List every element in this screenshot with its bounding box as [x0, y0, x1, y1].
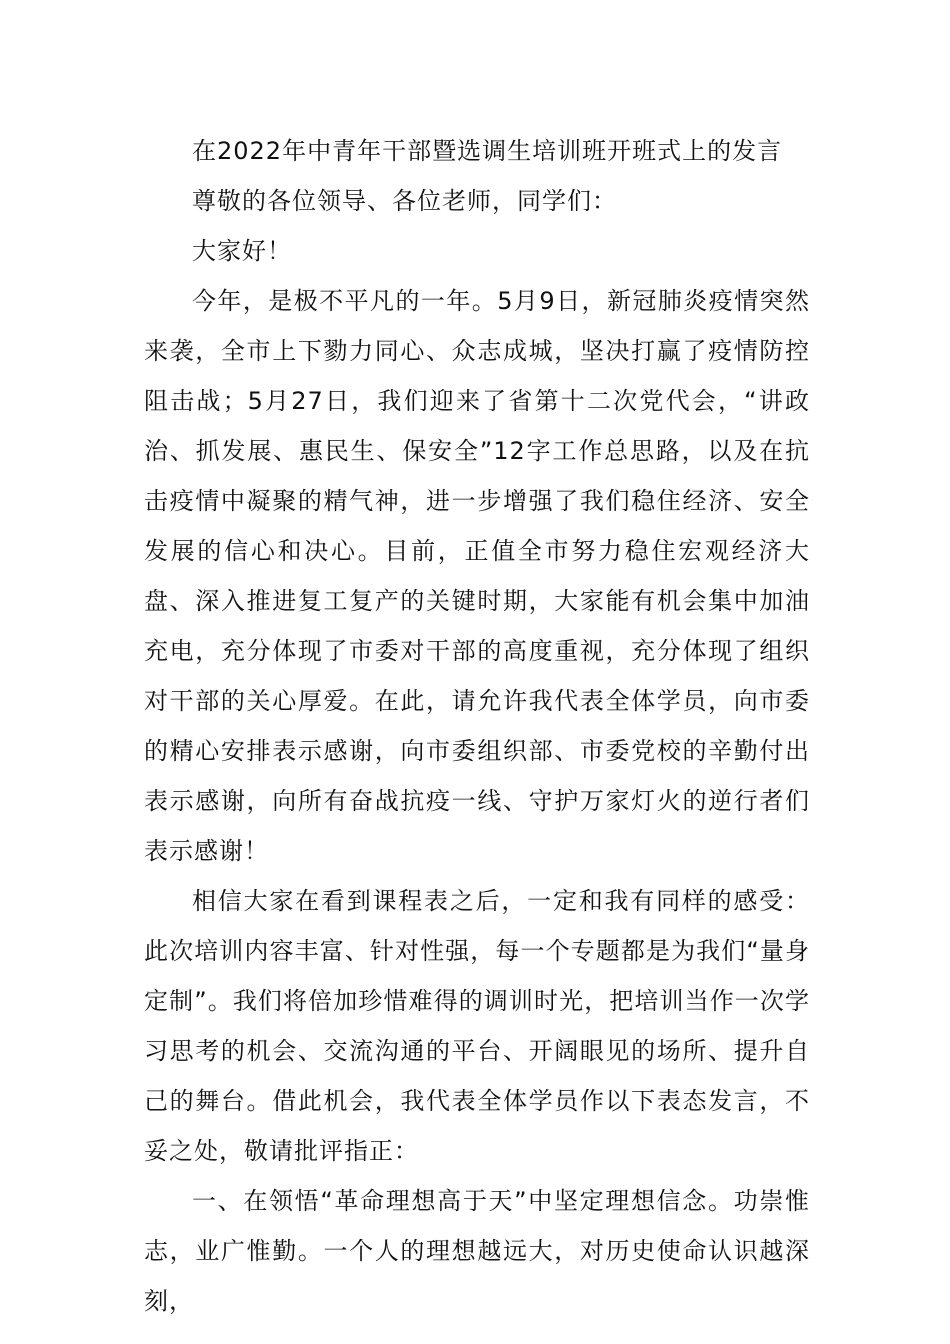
salutation: 尊敬的各位领导、各位老师，同学们：: [192, 187, 617, 215]
document-title: 在2022年中青年干部暨选调生培训班开班式上的发言: [192, 137, 783, 165]
document-body: [144, 126, 810, 1326]
greeting: 大家好！: [192, 237, 292, 265]
paragraph-training: 相信大家在看到课程表之后，一定和我有同样的感受：此次培训内容丰富、针对性强，每一个专题都是为我们“量身定制”。我们将倍加珍惜难得的调训时光，把培训当作一次学习思考的机会、交流沟通的平台、开阔眼见的场所、提升自己的舞台。借此机会，我代表全体学员作以下表态发言，不妥之处，敬请批评指正：: [144, 887, 810, 1165]
paragraph-point-one: 一、在领悟“革命理想高于天”中坚定理想信念。功崇惟志，业广惟勤。一个人的理想越远大，对历史使命认识越深刻，: [144, 1187, 810, 1315]
paragraph-opening: 今年，是极不平凡的一年。5月9日，新冠肺炎疫情突然来袭，全市上下勠力同心、众志成城，坚决打赢了疫情防控阻击战；5月27日，我们迎来了省第十二次党代会，“讲政治、抓发展、惠民生、保安全”12字工作总思路，以及在抗击疫情中凝聚的精气神，进一步增强了我们稳住经济、安全发展的信心和决心。目前，正值全市努力稳住宏观经济大盘、深入推进复工复产的关键时期，大家能有机会集中加油充电，充分体现了市委对干部的高度重视，充分体现了组织对干部的关心厚爱。在此，请允许我代表全体学员，向市委的精心安排表示感谢，向市委组织部、市委党校的辛勤付出表示感谢，向所有奋战抗疫一线、守护万家灯火的逆行者们表示感谢！: [144, 287, 810, 865]
